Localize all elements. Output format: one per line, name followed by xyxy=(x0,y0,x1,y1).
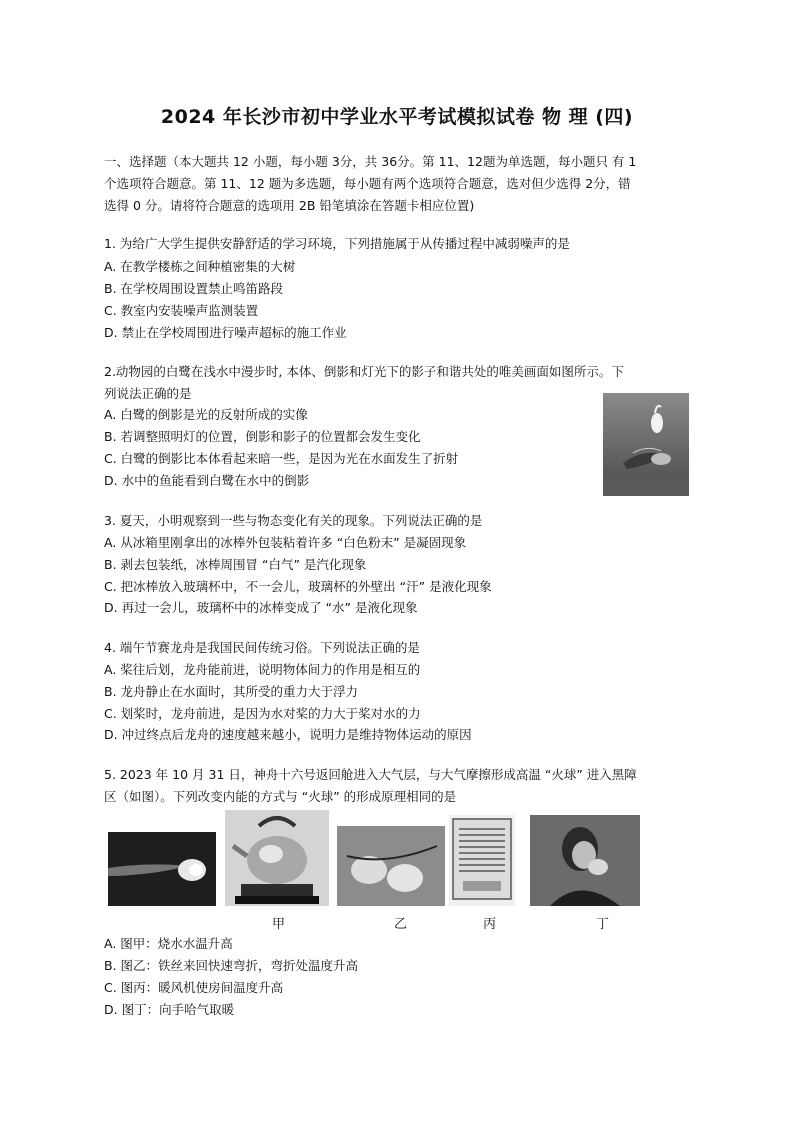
caption-yi: 乙 xyxy=(394,917,408,932)
q3-option-b: B. 剥去包装纸，冰棒周围冒 “白气” 是汽化现象 xyxy=(104,557,367,572)
heater-photo xyxy=(449,815,515,906)
q5-stem-line-2: 区（如图）。下列改变内能的方式与 “火球” 的形成原理相同的是 xyxy=(104,789,457,804)
kettle-photo xyxy=(225,810,329,906)
q3-stem: 3. 夏天，小明观察到一些与物态变化有关的现象。下列说法正确的是 xyxy=(104,513,483,528)
q2-stem-line-2: 列说法正确的是 xyxy=(104,386,192,401)
q4-option-a: A. 桨往后划，龙舟能前进，说明物体间力的作用是相互的 xyxy=(104,662,421,677)
q1-option-c: C. 教室内安装噪声监测装置 xyxy=(104,303,259,318)
q2-option-a: A. 白鹭的倒影是光的反射所成的实像 xyxy=(104,407,308,422)
exam-title: 2024 年长沙市初中学业水平考试模拟试卷 物 理 (四) xyxy=(160,106,634,128)
bending-wire-photo xyxy=(337,826,445,906)
q5-stem-line-1: 5. 2023 年 10 月 31 日，神舟十六号返回舱进入大气层，与大气摩擦形成高温 “火球” 进入黑障 xyxy=(104,767,637,782)
instructions-line-3: 选得 0 分。请将符合题意的选项用 2B 铅笔填涂在答题卡相应位置) xyxy=(104,198,475,213)
q5-option-c: C. 图丙：暖风机使房间温度升高 xyxy=(104,980,284,995)
q4-stem: 4. 端午节赛龙舟是我国民间传统习俗。下列说法正确的是 xyxy=(104,640,420,655)
q4-option-d: D. 冲过终点后龙舟的速度越来越小，说明力是维持物体运动的原因 xyxy=(104,727,472,742)
caption-ding: 丁 xyxy=(596,917,610,932)
q3-option-d: D. 再过一会儿，玻璃杯中的冰棒变成了 “水” 是液化现象 xyxy=(104,600,418,615)
q1-stem: 1. 为给广大学生提供安静舒适的学习环境，下列措施属于从传播过程中减弱噪声的是 xyxy=(104,236,570,251)
q5-option-b: B. 图乙：铁丝来回快速弯折，弯折处温度升高 xyxy=(104,958,359,973)
q2-option-c: C. 白鹭的倒影比本体看起来暗一些，是因为光在水面发生了折射 xyxy=(104,451,459,466)
breathing-hands-photo xyxy=(530,815,640,906)
egret-photo xyxy=(603,393,689,496)
q2-stem-line-1: 2.动物园的白鹭在浅水中漫步时, 本体、倒影和灯光下的影子和谐共处的唯美画面如图所示。下 xyxy=(104,364,624,379)
q5-option-a: A. 图甲：烧水水温升高 xyxy=(104,936,233,951)
instructions-line-2: 个选项符合题意。第 11、12 题为多选题，每小题有两个选项符合题意，选对但少选得 2分，错 xyxy=(104,176,631,191)
q1-option-a: A. 在教学楼栋之间种植密集的大树 xyxy=(104,259,296,274)
fireball-capsule-photo xyxy=(108,832,216,906)
q3-option-a: A. 从冰箱里刚拿出的冰棒外包装粘着许多 “白色粉末” 是凝固现象 xyxy=(104,535,467,550)
q3-option-c: C. 把冰棒放入玻璃杯中，不一会儿，玻璃杯的外壁出 “汗” 是液化现象 xyxy=(104,579,492,594)
caption-bing: 丙 xyxy=(483,917,497,932)
q4-option-c: C. 划桨时，龙舟前进，是因为水对桨的力大于桨对水的力 xyxy=(104,706,421,721)
caption-jia: 甲 xyxy=(272,917,286,932)
q2-option-d: D. 水中的鱼能看到白鹭在水中的倒影 xyxy=(104,473,310,488)
q2-option-b: B. 若调整照明灯的位置，倒影和影子的位置都会发生变化 xyxy=(104,429,421,444)
q1-option-b: B. 在学校周围设置禁止鸣笛路段 xyxy=(104,281,284,296)
instructions-line-1: 一、选择题（本大题共 12 小题，每小题 3分，共 36分。第 11、12题为单选题，每小题只 有 1 xyxy=(104,154,637,169)
q5-option-d: D. 图丁：向手哈气取暖 xyxy=(104,1002,235,1017)
q1-option-d: D. 禁止在学校周围进行噪声超标的施工作业 xyxy=(104,325,347,340)
q4-option-b: B. 龙舟静止在水面时，其所受的重力大于浮力 xyxy=(104,684,359,699)
